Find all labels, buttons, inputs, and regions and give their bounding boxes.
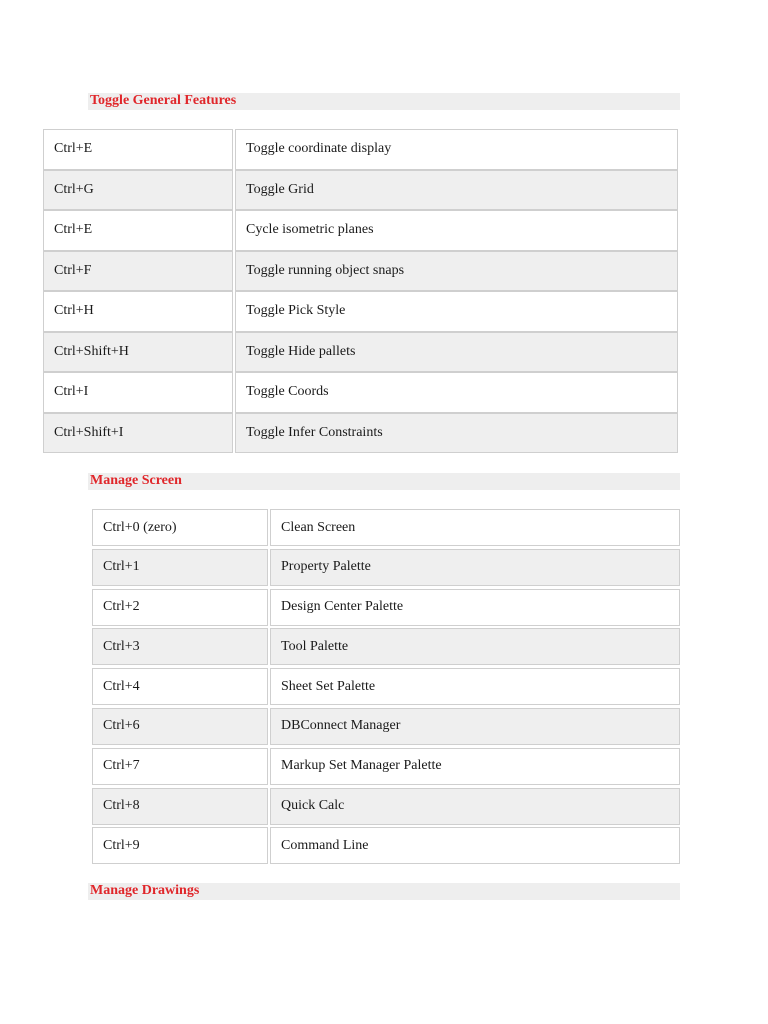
section-title: Manage Drawings bbox=[90, 883, 200, 898]
shortcut-action: Toggle running object snaps bbox=[235, 251, 678, 292]
table-row bbox=[92, 628, 680, 665]
shortcut-action: Toggle Coords bbox=[235, 372, 678, 413]
shortcut-key: Ctrl+2 bbox=[92, 589, 268, 626]
table-row bbox=[43, 372, 678, 413]
shortcut-action: Toggle coordinate display bbox=[235, 129, 678, 170]
table-row bbox=[92, 827, 680, 864]
table-row bbox=[43, 210, 678, 251]
table-row bbox=[43, 332, 678, 373]
table-row bbox=[92, 509, 680, 546]
table-row bbox=[92, 589, 680, 626]
section-heading-toggle-general-features bbox=[88, 93, 680, 110]
shortcut-key: Ctrl+E bbox=[43, 129, 233, 170]
shortcut-action: Markup Set Manager Palette bbox=[270, 748, 680, 785]
table-row bbox=[92, 748, 680, 785]
shortcut-key: Ctrl+1 bbox=[92, 549, 268, 586]
shortcut-action: DBConnect Manager bbox=[270, 708, 680, 745]
table-row bbox=[43, 413, 678, 454]
shortcut-key: Ctrl+H bbox=[43, 291, 233, 332]
shortcut-key: Ctrl+7 bbox=[92, 748, 268, 785]
section-heading-manage-screen bbox=[88, 473, 680, 490]
shortcut-action: Quick Calc bbox=[270, 788, 680, 825]
shortcut-key: Ctrl+E bbox=[43, 210, 233, 251]
shortcut-table-manage-screen bbox=[92, 509, 680, 867]
shortcut-key: Ctrl+F bbox=[43, 251, 233, 292]
shortcut-action: Clean Screen bbox=[270, 509, 680, 546]
shortcut-action: Tool Palette bbox=[270, 628, 680, 665]
table-row bbox=[43, 170, 678, 211]
shortcut-key: Ctrl+8 bbox=[92, 788, 268, 825]
shortcut-key: Ctrl+Shift+I bbox=[43, 413, 233, 454]
section-title: Toggle General Features bbox=[90, 93, 237, 108]
shortcut-action: Property Palette bbox=[270, 549, 680, 586]
table-row bbox=[43, 129, 678, 170]
shortcut-key: Ctrl+I bbox=[43, 372, 233, 413]
shortcut-key: Ctrl+G bbox=[43, 170, 233, 211]
shortcut-action: Toggle Grid bbox=[235, 170, 678, 211]
shortcut-key: Ctrl+0 (zero) bbox=[92, 509, 268, 546]
shortcut-key: Ctrl+6 bbox=[92, 708, 268, 745]
table-row bbox=[92, 668, 680, 705]
shortcut-key: Ctrl+Shift+H bbox=[43, 332, 233, 373]
shortcut-key: Ctrl+9 bbox=[92, 827, 268, 864]
shortcut-table-general-features bbox=[43, 129, 678, 453]
shortcut-action: Toggle Pick Style bbox=[235, 291, 678, 332]
table-row bbox=[92, 708, 680, 745]
shortcut-action: Sheet Set Palette bbox=[270, 668, 680, 705]
shortcut-action: Command Line bbox=[270, 827, 680, 864]
shortcut-key: Ctrl+3 bbox=[92, 628, 268, 665]
section-title: Manage Screen bbox=[90, 473, 182, 488]
shortcut-action: Design Center Palette bbox=[270, 589, 680, 626]
shortcut-action: Toggle Infer Constraints bbox=[235, 413, 678, 454]
shortcut-action: Cycle isometric planes bbox=[235, 210, 678, 251]
shortcut-key: Ctrl+4 bbox=[92, 668, 268, 705]
section-heading-manage-drawings bbox=[88, 883, 680, 900]
shortcut-action: Toggle Hide pallets bbox=[235, 332, 678, 373]
table-row bbox=[92, 788, 680, 825]
table-row bbox=[43, 291, 678, 332]
table-row bbox=[92, 549, 680, 586]
table-row bbox=[43, 251, 678, 292]
